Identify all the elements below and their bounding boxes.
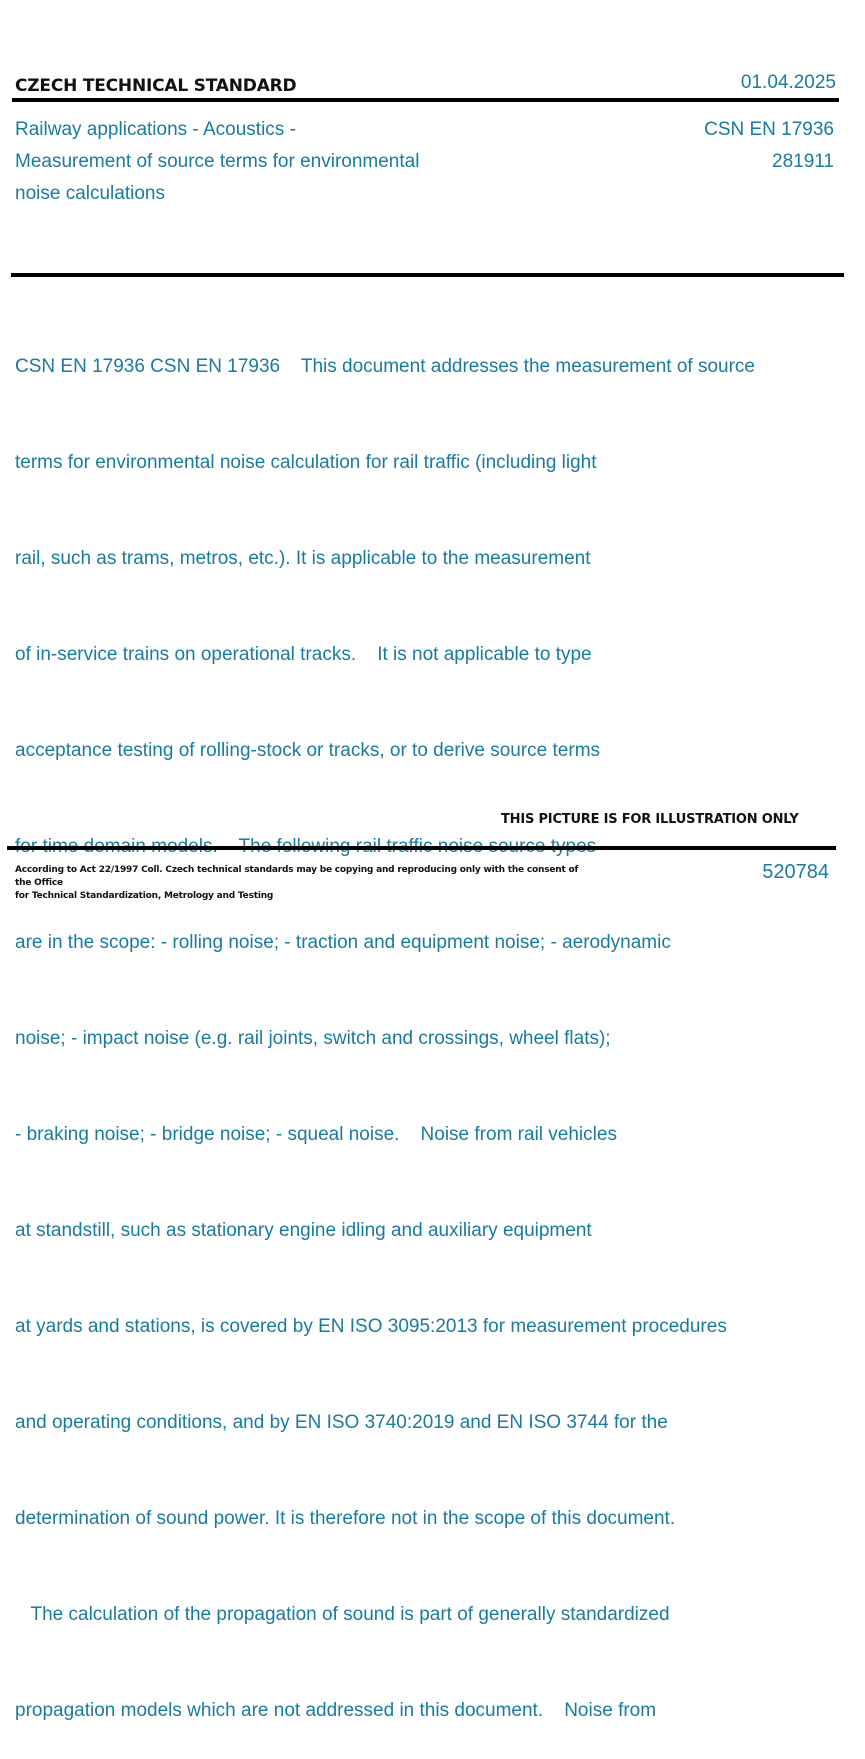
legal-line: for Technical Standardization, Metrology and Testing bbox=[15, 891, 274, 901]
text-line: - braking noise; - bridge noise; - squeal noise. Noise from rail vehicles bbox=[15, 1124, 617, 1145]
text-line: acceptance testing of rolling-stock or tracks, or to derive source terms bbox=[15, 740, 601, 761]
text-line: and operating conditions, and by EN ISO 3740:2019 and EN ISO 3744 for the bbox=[15, 1412, 668, 1433]
text-line: at yards and stations, is covered by EN ISO 3095:2013 for measurement procedures bbox=[15, 1316, 727, 1337]
title-line: Railway applications - Acoustics - bbox=[15, 119, 296, 140]
text-line: rail, such as trams, metros, etc.). It is applicable to the measurement bbox=[15, 548, 591, 569]
abstract-text bbox=[15, 287, 755, 1759]
text-line: CSN EN 17936 CSN EN 17936 This document addresses the measurement of source bbox=[15, 356, 755, 377]
document-number: 520784 bbox=[762, 861, 829, 883]
illustration-disclaimer: THIS PICTURE IS FOR ILLUSTRATION ONLY bbox=[501, 812, 799, 827]
standard-title bbox=[15, 114, 535, 210]
standard-code-block bbox=[704, 114, 834, 178]
title-divider bbox=[11, 273, 844, 277]
text-line: propagation models which are not addressed in this document. Noise from bbox=[15, 1700, 657, 1721]
standard-code: CSN EN 17936 bbox=[704, 119, 834, 140]
header-divider bbox=[12, 98, 839, 102]
text-line: are in the scope: - rolling noise; - traction and equipment noise; - aerodynamic bbox=[15, 932, 671, 953]
legal-notice bbox=[15, 864, 595, 903]
publication-date: 01.04.2025 bbox=[740, 72, 836, 93]
text-line: at standstill, such as stationary engine idling and auxiliary equipment bbox=[15, 1220, 592, 1241]
text-line: terms for environmental noise calculation for rail traffic (including light bbox=[15, 452, 597, 473]
text-line: determination of sound power. It is therefore not in the scope of this document. bbox=[15, 1508, 676, 1529]
title-line: Measurement of source terms for environmental bbox=[15, 151, 420, 172]
text-line: The calculation of the propagation of sound is part of generally standardized bbox=[15, 1604, 670, 1625]
class-number: 281911 bbox=[772, 151, 834, 172]
legal-line: According to Act 22/1997 Coll. Czech technical standards may be copying and reproducing only with the consent of the Office bbox=[15, 865, 579, 888]
footer-divider bbox=[7, 846, 836, 850]
title-line: noise calculations bbox=[15, 183, 165, 204]
standard-type-label: CZECH TECHNICAL STANDARD bbox=[15, 76, 297, 96]
text-line: of in-service trains on operational tracks. It is not applicable to type bbox=[15, 644, 592, 665]
text-line: noise; - impact noise (e.g. rail joints, switch and crossings, wheel flats); bbox=[15, 1028, 611, 1049]
